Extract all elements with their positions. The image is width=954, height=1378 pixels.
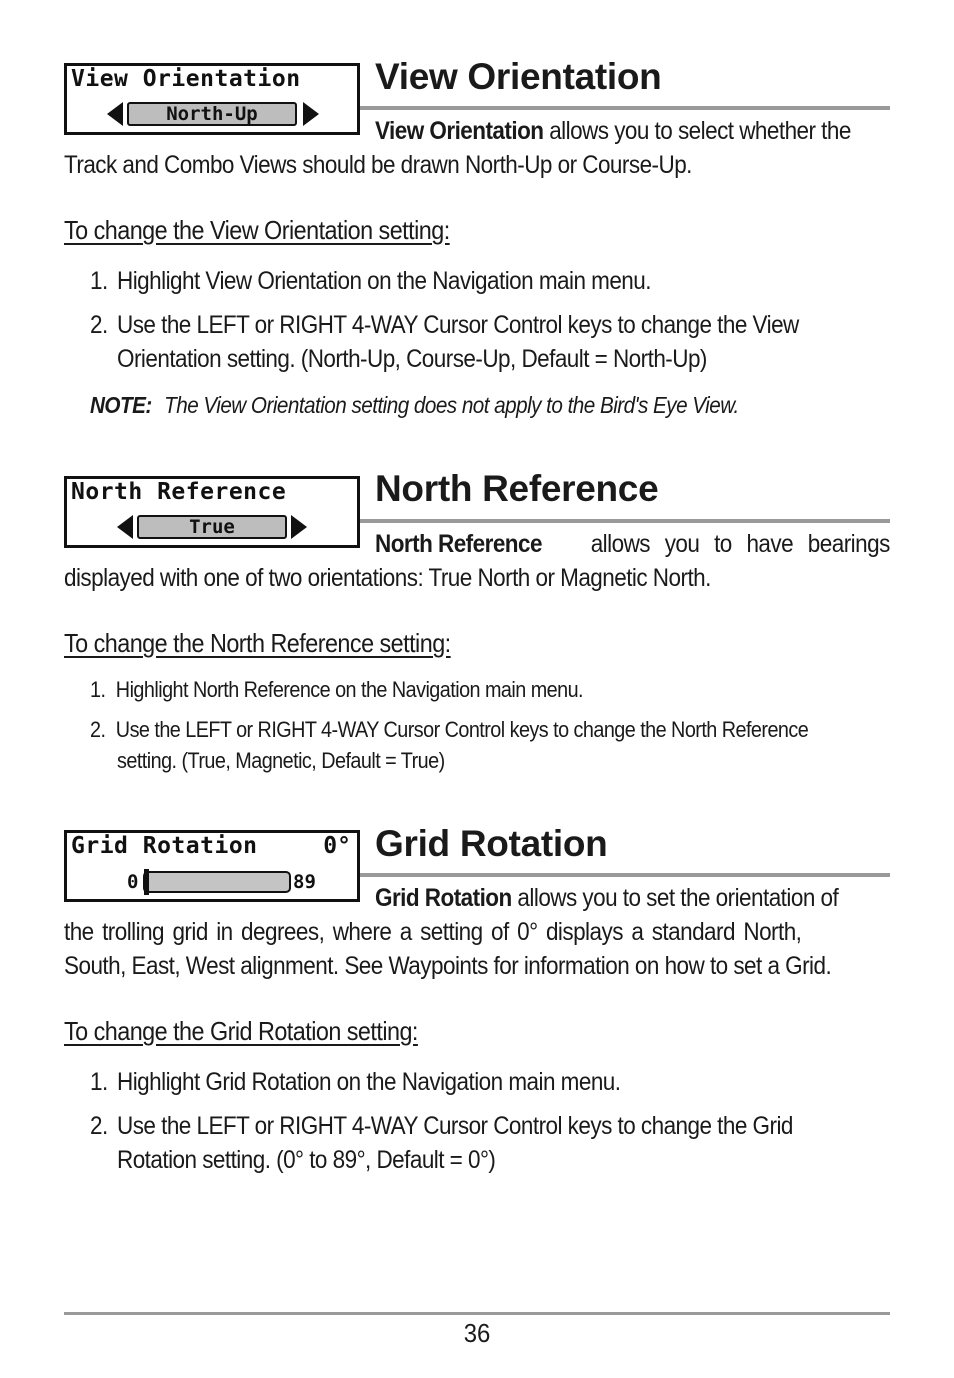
subheading: To change the North Reference setting:	[64, 628, 451, 658]
step-text-line-1: Use the LEFT or RIGHT 4-WAY Cursor Control keys to change the View	[117, 311, 799, 339]
intro-rest: allows you to select whether the	[543, 117, 851, 145]
menu-title: North Reference	[71, 479, 287, 505]
grid-rotation-menu-widget	[64, 830, 360, 902]
intro-bold: View Orientation	[375, 117, 544, 145]
intro-line-2: Track and Combo Views should be drawn North-Up or Course-Up.	[64, 151, 692, 179]
step-number: 1.	[90, 1068, 108, 1096]
subheading: To change the View Orientation setting:	[64, 215, 450, 245]
slider-max-label: 89	[293, 871, 316, 893]
step-1	[90, 677, 583, 703]
step-text: Highlight View Orientation on the Navigation main menu.	[117, 267, 651, 295]
note-text: The View Orientation setting does not apply to the Bird's Eye View.	[164, 392, 739, 418]
step-2	[90, 308, 799, 342]
step-text: Highlight North Reference on the Navigation main menu.	[115, 677, 584, 702]
step-2-line-2: setting. (True, Magnetic, Default = True)	[117, 748, 445, 773]
view-orientation-menu-widget	[64, 63, 360, 135]
intro-rest: allows you to have bearings	[590, 530, 890, 558]
note	[90, 392, 739, 419]
step-number: 2.	[90, 717, 106, 742]
note-label: NOTE:	[90, 392, 152, 418]
step-2-line-2: Rotation setting. (0° to 89°, Default = 0°)	[117, 1146, 496, 1174]
right-arrow-icon	[303, 102, 319, 126]
step-2	[90, 1109, 793, 1143]
section-heading: View Orientation	[375, 56, 662, 97]
intro-line-3: South, East, West alignment. See Waypoints for information on how to set a Grid.	[64, 952, 832, 980]
menu-value: North-Up	[127, 102, 297, 126]
step-text: Highlight Grid Rotation on the Navigation main menu.	[117, 1068, 621, 1096]
intro-line-1	[375, 881, 838, 915]
intro-rest: allows you to set the orientation of	[511, 884, 839, 912]
grid-rotation-slider-track	[143, 871, 291, 893]
intro-line-1	[375, 527, 890, 561]
left-arrow-icon	[107, 102, 123, 126]
step-2-line-2: Orientation setting. (North-Up, Course-Up, Default = North-Up)	[117, 345, 707, 373]
slider-min-label: 0	[127, 871, 139, 893]
step-number: 1.	[90, 267, 108, 295]
footer-rule	[64, 1312, 890, 1315]
step-2	[90, 717, 808, 743]
intro-bold: North Reference	[375, 530, 542, 558]
grid-rotation-slider-thumb	[144, 869, 149, 895]
intro-line-2: the trolling grid in degrees, where a setting of 0° displays a standard North,	[64, 918, 802, 946]
section-heading: Grid Rotation	[375, 823, 608, 864]
menu-title: View Orientation	[71, 66, 301, 92]
section-heading: North Reference	[375, 468, 659, 509]
page-number: 36	[463, 1318, 491, 1348]
intro-bold: Grid Rotation	[375, 884, 512, 912]
step-text-line-1: Use the LEFT or RIGHT 4-WAY Cursor Control keys to change the North Reference	[115, 717, 809, 742]
intro-line-1	[375, 114, 851, 148]
step-number: 2.	[90, 311, 108, 339]
step-number: 1.	[90, 677, 106, 702]
menu-value: 0°	[323, 833, 351, 859]
left-arrow-icon	[117, 515, 133, 539]
subheading: To change the Grid Rotation setting:	[64, 1016, 418, 1046]
step-1	[90, 1065, 620, 1099]
heading-rule	[360, 873, 890, 877]
right-arrow-icon	[291, 515, 307, 539]
step-1	[90, 264, 651, 298]
step-text-line-1: Use the LEFT or RIGHT 4-WAY Cursor Control keys to change the Grid	[117, 1112, 793, 1140]
intro-line-2: displayed with one of two orientations: True North or Magnetic North.	[64, 564, 711, 592]
step-number: 2.	[90, 1112, 108, 1140]
menu-value: True	[137, 515, 287, 539]
menu-title: Grid Rotation	[71, 833, 258, 859]
north-reference-menu-widget	[64, 476, 360, 548]
heading-rule	[360, 519, 890, 523]
heading-rule	[360, 106, 890, 110]
